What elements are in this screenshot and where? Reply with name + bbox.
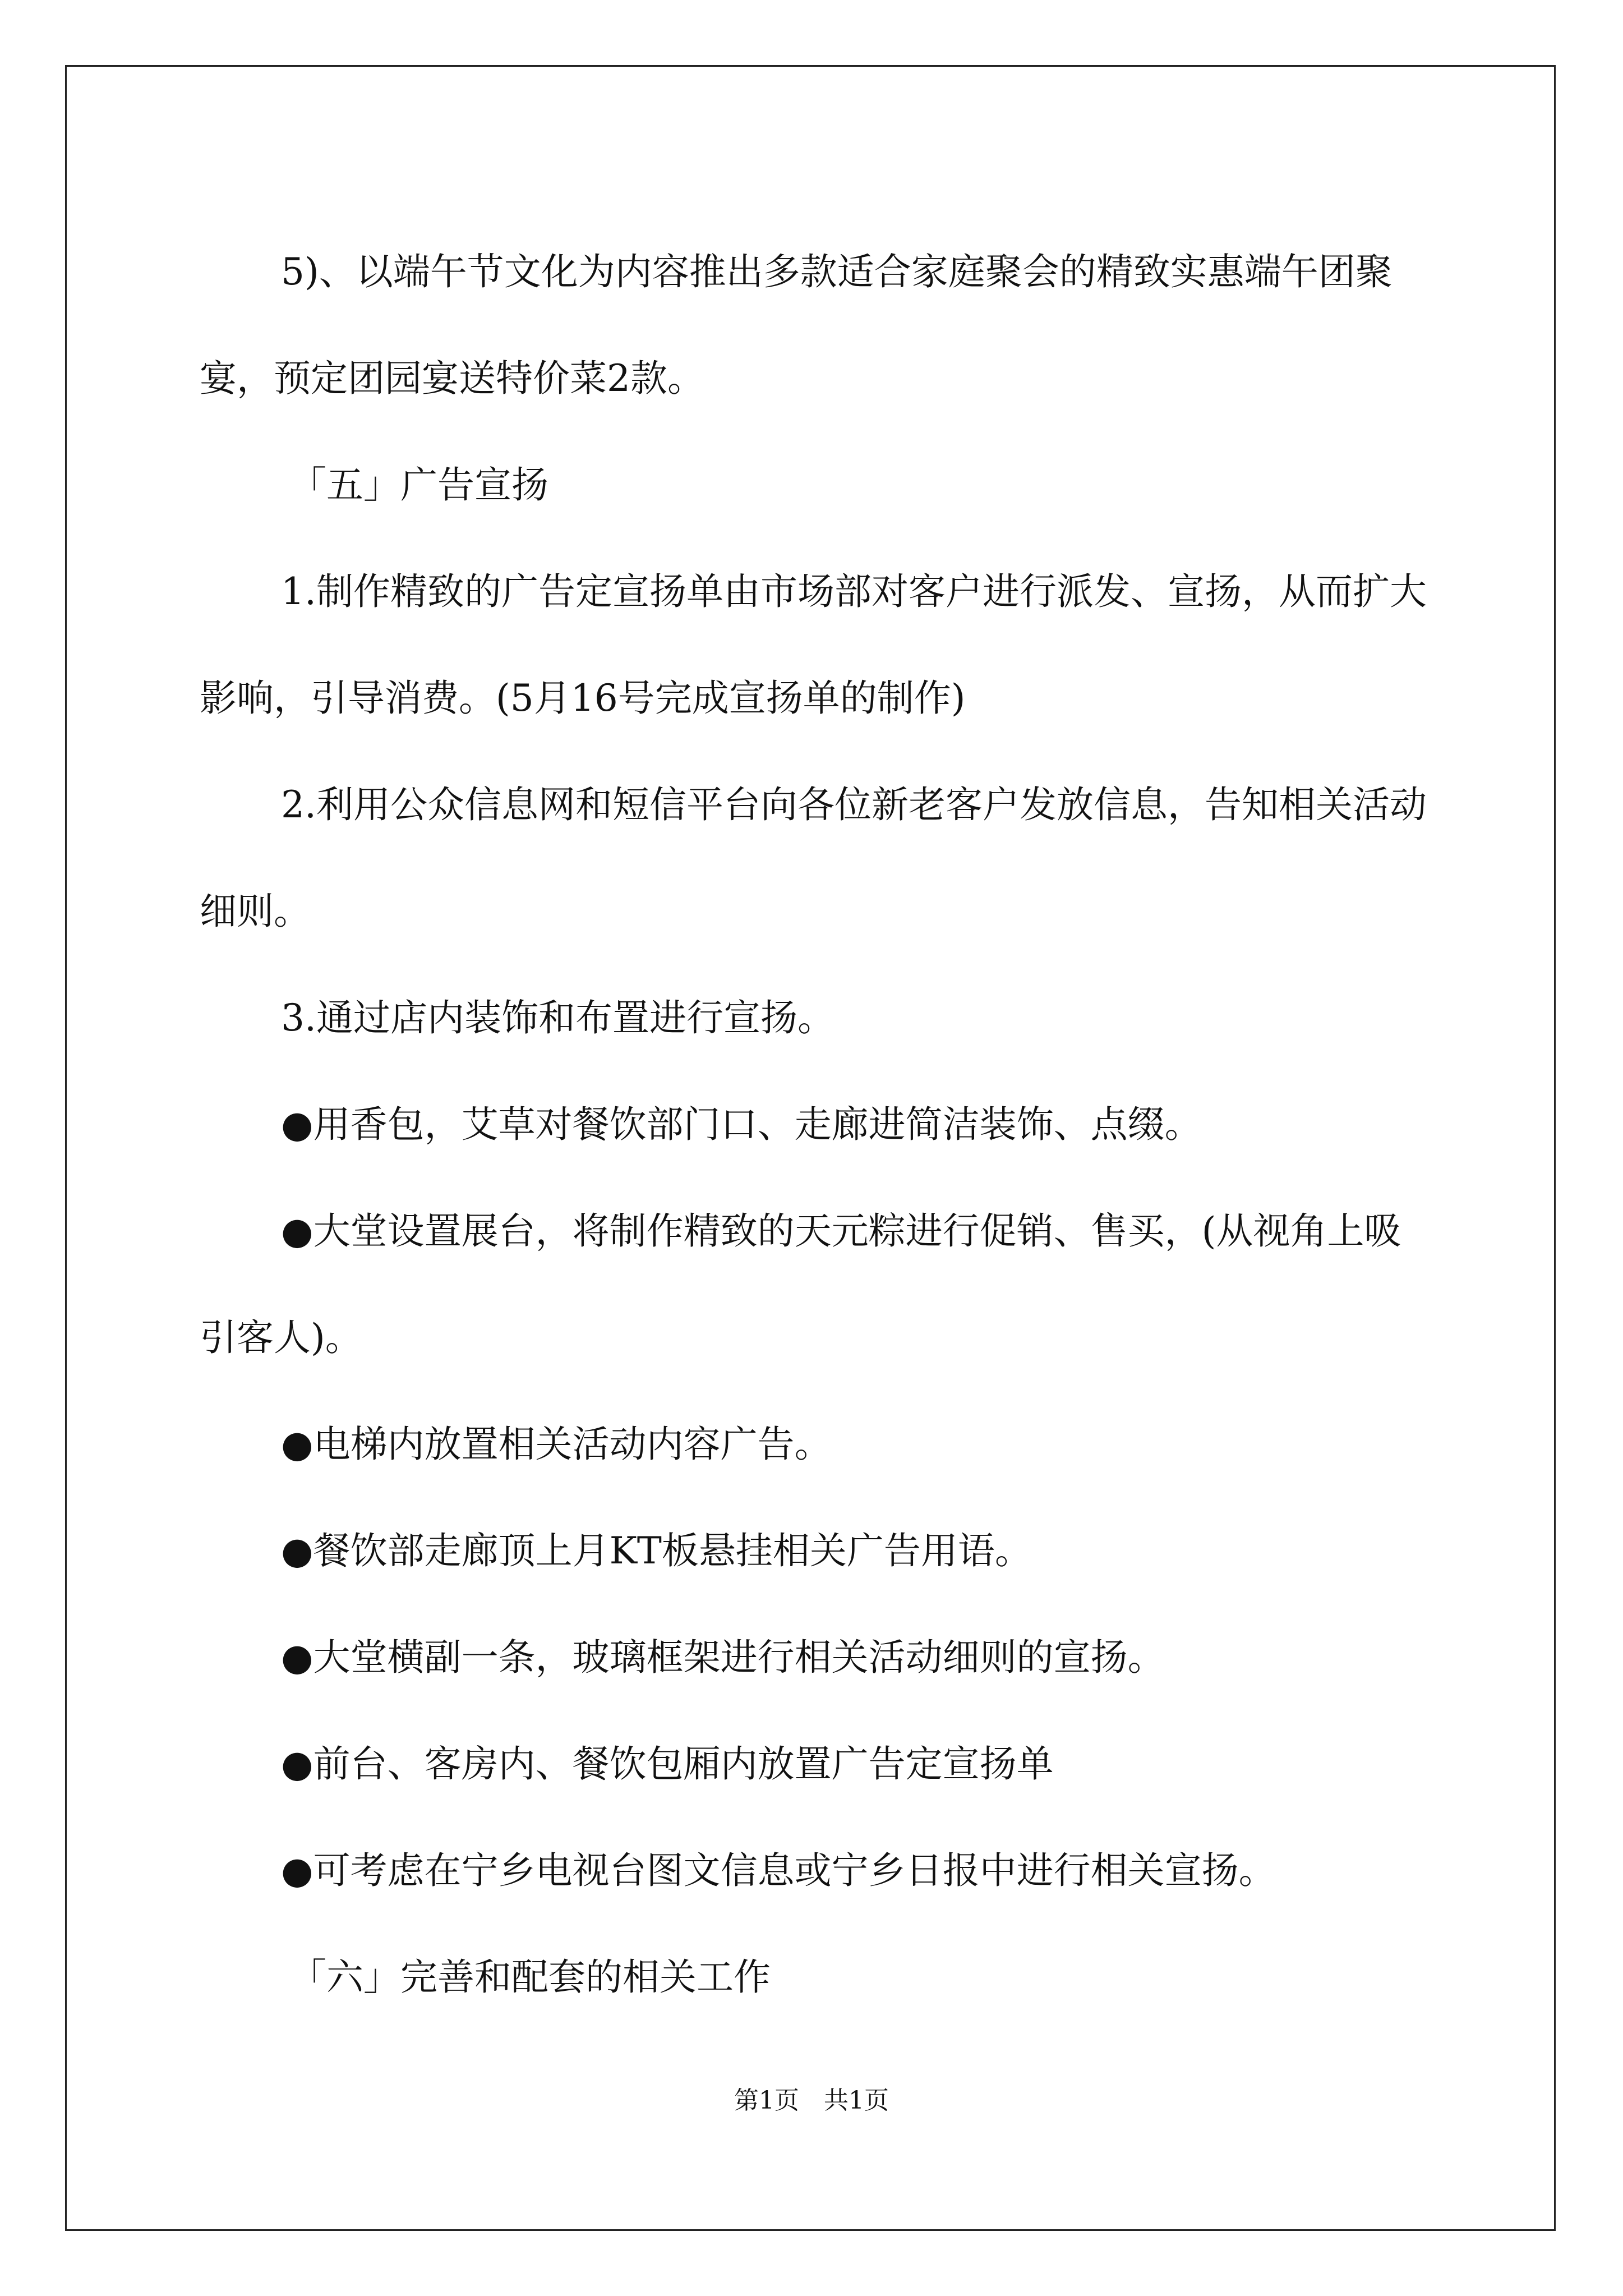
paragraph-flyers: 1.制作精致的广告定宣扬单由市场部对客户进行派发、宣扬，从而扩大影响，引导消费。(5月16号完成宣扬单的制作)	[200, 570, 1427, 720]
bullet-front-desk-flyers: ●前台、客房内、餐饮包厢内放置广告定宣扬单	[281, 1742, 1054, 1786]
bullet-sachet-decoration: ●用香包，艾草对餐饮部门口、走廊进简洁装饰、点缀。	[281, 1103, 1202, 1146]
page-number-footer: 第1页 共1页	[734, 2086, 889, 2115]
section-heading-supporting-work: 「六」完善和配套的相关工作	[289, 1955, 771, 1999]
bullet-elevator-ads: ●电梯内放置相关活动内容广告。	[281, 1423, 832, 1466]
section-heading-advertising: 「五」广告宣扬	[289, 463, 548, 507]
paragraph-sms-platform: 2.利用公众信息网和短信平台向各位新老客户发放信息，告知相关活动细则。	[200, 783, 1427, 933]
document-body	[200, 219, 1428, 2031]
paragraph-store-decoration: 3.通过店内装饰和布置进行宣扬。	[281, 996, 834, 1039]
bullet-lobby-banner: ●大堂横副一条，玻璃框架进行相关活动细则的宣扬。	[281, 1636, 1165, 1679]
bullet-tv-newspaper: ●可考虑在宁乡电视台图文信息或宁乡日报中进行相关宣扬。	[281, 1849, 1276, 1892]
bullet-lobby-booth: ●大堂设置展台，将制作精致的天元粽进行促销、售买，(从视角上吸引客人)。	[200, 1209, 1401, 1359]
bullet-kt-board: ●餐饮部走廊顶上月KT板悬挂相关广告用语。	[281, 1529, 1032, 1572]
paragraph-banquet: 5)、以端午节文化为内容推出多款适合家庭聚会的精致实惠端午团聚宴，预定团园宴送特价菜2款。	[200, 250, 1393, 400]
